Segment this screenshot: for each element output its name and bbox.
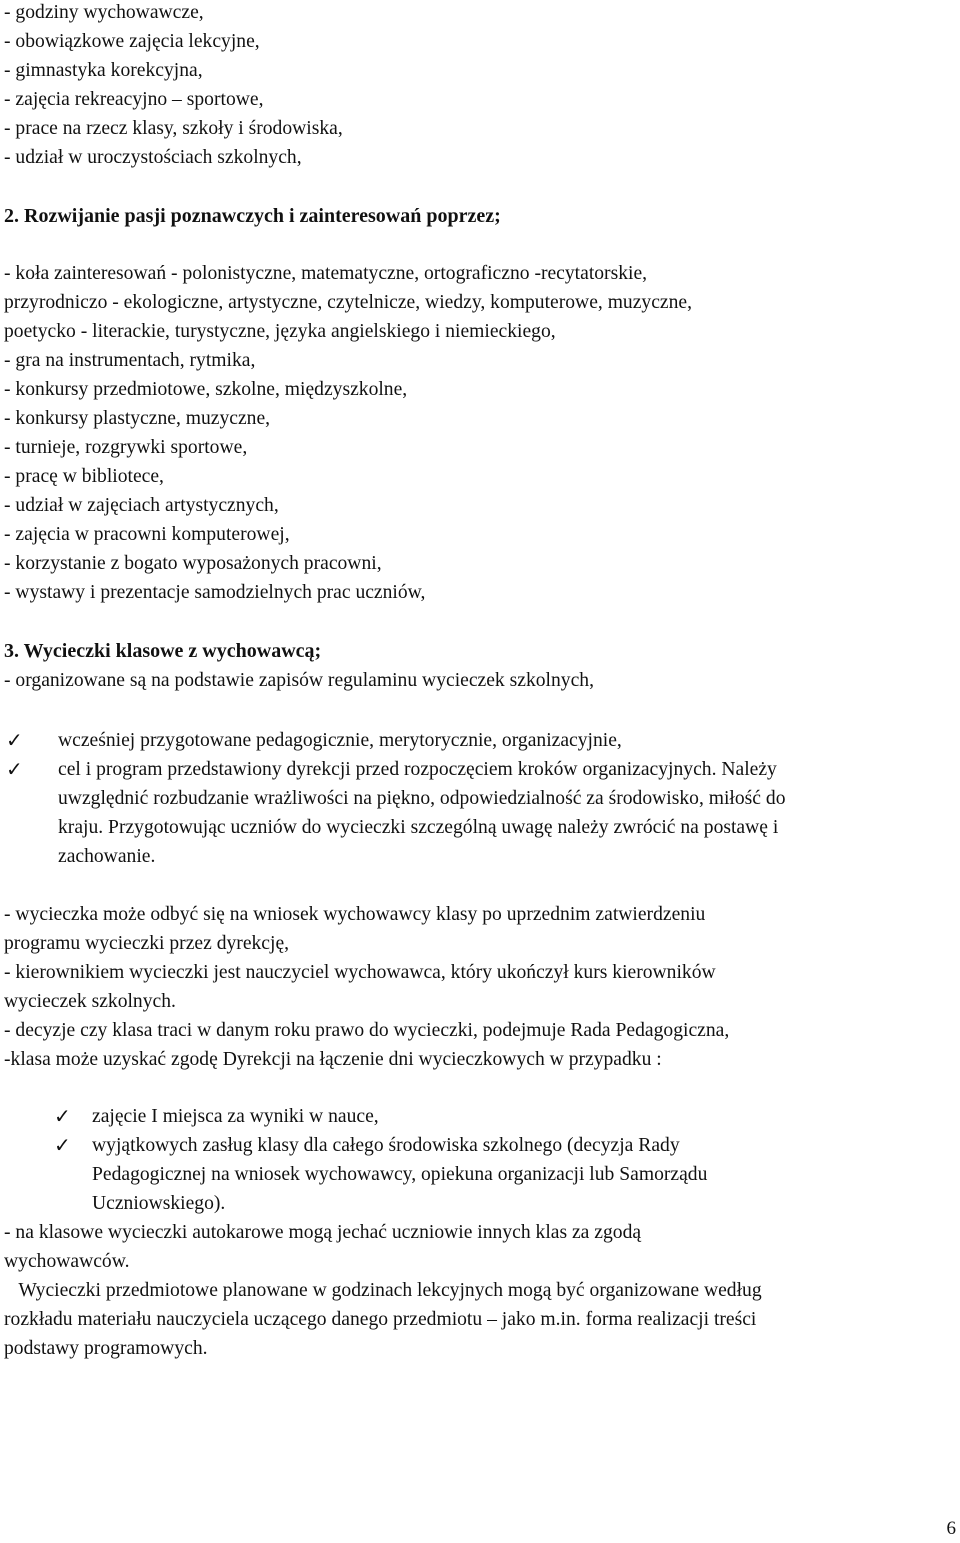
list-item: przyrodniczo - ekologiczne, artystyczne, czytelnicze, wiedzy, komputerowe, muzyczne, [4,292,693,313]
checklist-item-continuation: Pedagogicznej na wniosek wychowawcy, opiekuna organizacji lub Samorządu [92,1164,708,1185]
list-item: - obowiązkowe zajęcia lekcyjne, [4,31,260,52]
paragraph-line: wycieczek szkolnych. [4,991,176,1012]
checklist-item-continuation: Uczniowskiego). [92,1193,226,1214]
check-mark-icon: ✓ [6,730,23,752]
section-heading: 2. Rozwijanie pasji poznawczych i zainteresowań poprzez; [4,205,501,227]
page-number: 6 [946,1518,956,1539]
checklist-item-label: wcześniej przygotowane pedagogicznie, merytorycznie, organizacyjnie, [58,730,622,751]
paragraph-line: programu wycieczki przez dyrekcję, [4,933,290,954]
list-item: - konkursy przedmiotowe, szkolne, międzyszkolne, [4,379,408,400]
checklist-item-continuation: kraju. Przygotowując uczniów do wycieczki szczególną uwagę należy zwrócić na postawę i [58,817,779,838]
list-item: - turnieje, rozgrywki sportowe, [4,437,248,458]
paragraph-line: - wycieczka może odbyć się na wniosek wychowawcy klasy po uprzednim zatwierdzeniu [4,904,706,925]
paragraph-line: wychowawców. [4,1251,130,1272]
list-item: - udział w zajęciach artystycznych, [4,495,279,516]
list-item: - pracę w bibliotece, [4,466,164,487]
list-item: poetycko - literackie, turystyczne, języka angielskiego i niemieckiego, [4,321,556,342]
checklist-item-label: cel i program przedstawiony dyrekcji przed rozpoczęciem kroków organizacyjnych. Należy [58,759,777,780]
checklist-item-label: wyjątkowych zasług klasy dla całego środowiska szkolnego (decyzja Rady [92,1135,680,1156]
list-item: - godziny wychowawcze, [4,2,204,23]
list-item: - udział w uroczystościach szkolnych, [4,147,302,168]
paragraph-line: -klasa może uzyskać zgodę Dyrekcji na łączenie dni wycieczkowych w przypadku : [4,1049,662,1070]
paragraph-line: - organizowane są na podstawie zapisów regulaminu wycieczek szkolnych, [4,670,594,691]
list-item: - gra na instrumentach, rytmika, [4,350,256,371]
list-item: - prace na rzecz klasy, szkoły i środowiska, [4,118,343,139]
list-item: - gimnastyka korekcyjna, [4,60,203,81]
list-item: - korzystanie z bogato wyposażonych pracowni, [4,553,382,574]
paragraph-line: - kierownikiem wycieczki jest nauczyciel wychowawca, który ukończył kurs kierowników [4,962,716,983]
list-item: - zajęcia w pracowni komputerowej, [4,524,290,545]
check-mark-icon: ✓ [54,1135,71,1157]
list-item: - koła zainteresowań - polonistyczne, matematyczne, ortograficzno -recytatorskie, [4,263,648,284]
paragraph-line: - na klasowe wycieczki autokarowe mogą jechać uczniowie innych klas za zgodą [4,1222,642,1243]
paragraph-line: rozkładu materiału nauczyciela uczącego danego przedmiotu – jako m.in. forma realizacji treści [4,1309,757,1330]
paragraph-line: podstawy programowych. [4,1338,208,1359]
checklist-item-continuation: uwzględnić rozbudzanie wrażliwości na piękno, odpowiedzialność za środowisko, miłość do [58,788,786,809]
checklist-item-label: zajęcie I miejsca za wyniki w nauce, [92,1106,379,1127]
list-item: - wystawy i prezentacje samodzielnych prac uczniów, [4,582,426,603]
list-item: - zajęcia rekreacyjno – sportowe, [4,89,264,110]
checklist-item-continuation: zachowanie. [58,846,156,867]
check-mark-icon: ✓ [6,759,23,781]
paragraph-line: - decyzje czy klasa traci w danym roku prawo do wycieczki, podejmuje Rada Pedagogiczna, [4,1020,730,1041]
check-mark-icon: ✓ [54,1106,71,1128]
paragraph-line: Wycieczki przedmiotowe planowane w godzinach lekcyjnych mogą być organizowane według [4,1280,762,1301]
list-item: - konkursy plastyczne, muzyczne, [4,408,271,429]
section-heading: 3. Wycieczki klasowe z wychowawcą; [4,640,322,662]
